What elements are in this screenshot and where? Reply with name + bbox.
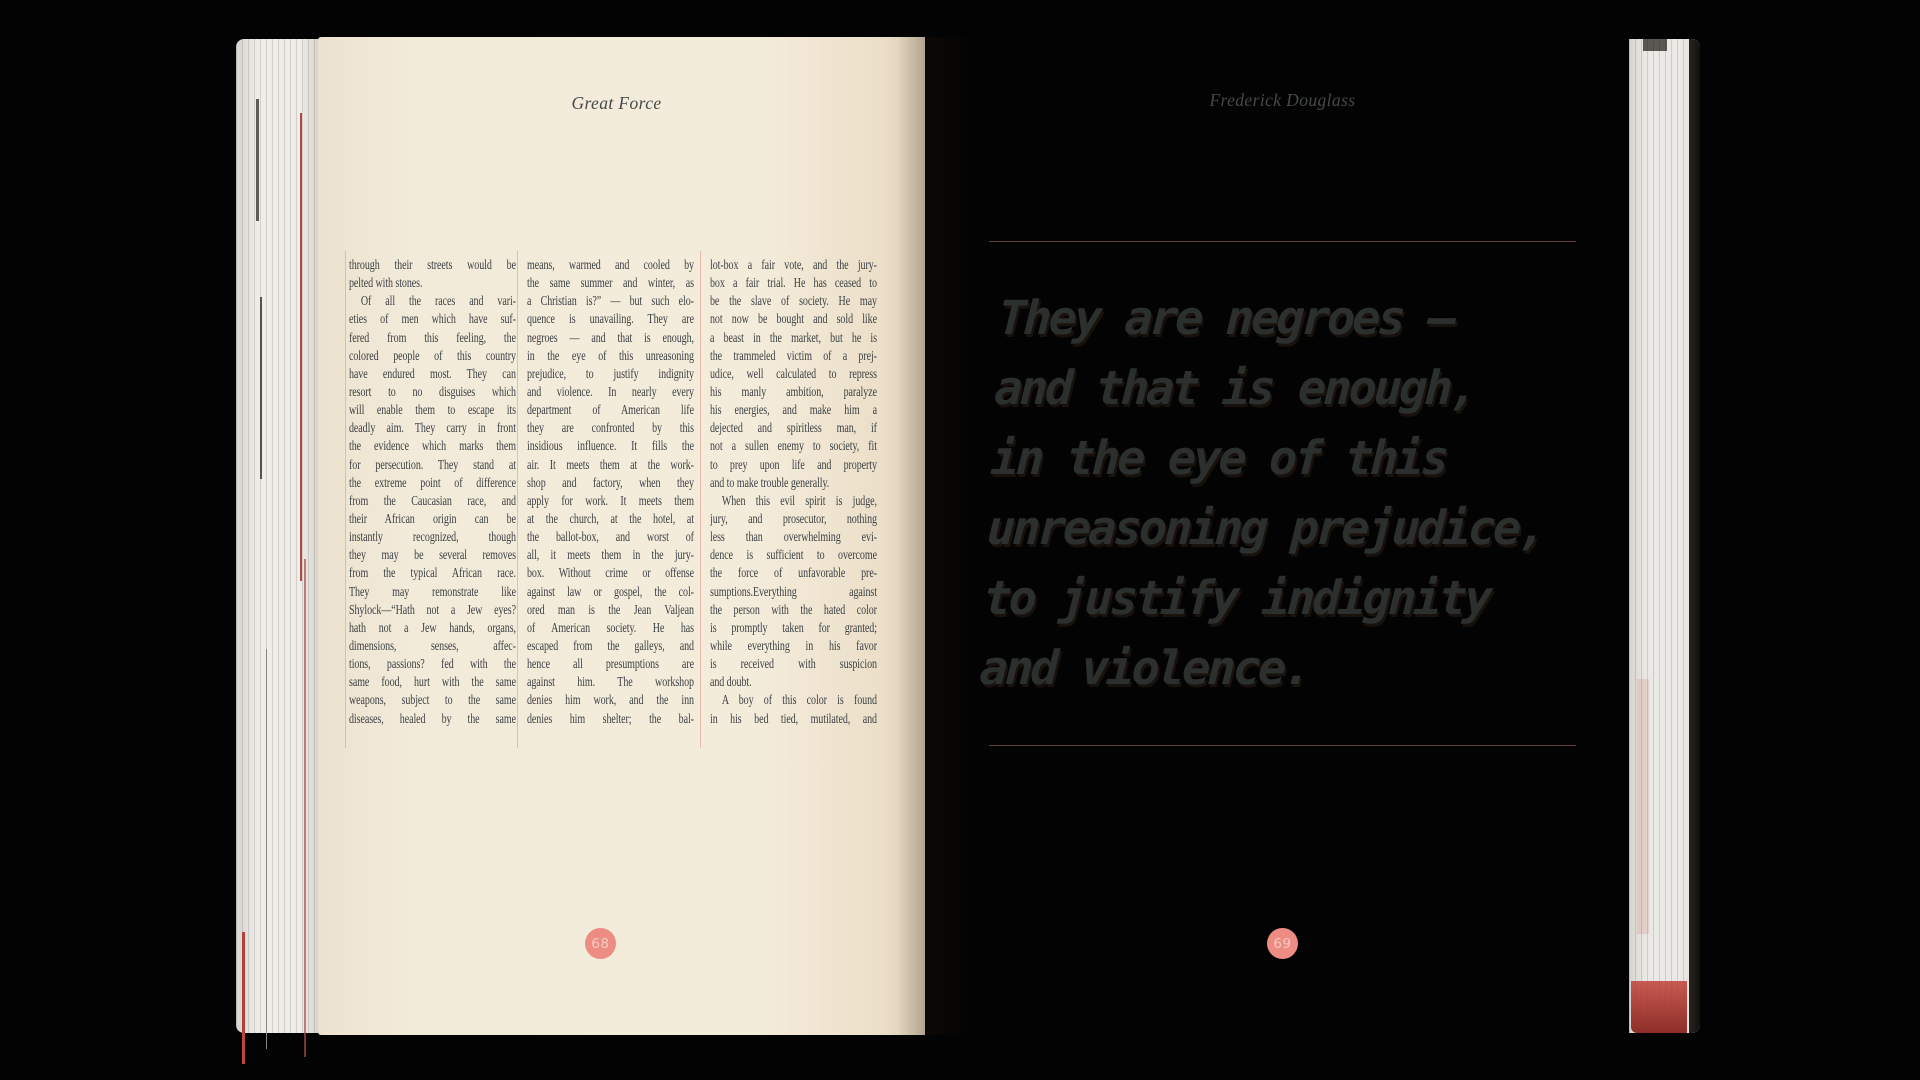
- text-line: tions, passions? fed with the: [349, 656, 516, 672]
- text-line: at the church, at the hotel, at: [527, 510, 694, 526]
- text-line: eties of men which have suf-: [349, 311, 516, 327]
- page-edge-streak: [266, 649, 267, 1049]
- pull-quote: [978, 284, 1557, 704]
- text-line: pelted with stones.: [349, 275, 423, 291]
- text-line: and violence. In nearly every: [527, 383, 694, 399]
- column-rule: [517, 251, 518, 748]
- text-line: while everything in his favor: [710, 637, 877, 653]
- right-page: [937, 37, 1629, 1035]
- book-cover-edge: [1689, 39, 1700, 1033]
- text-line: from the typical African race.: [349, 565, 516, 581]
- text-column-2: [527, 256, 694, 728]
- text-line: the trammeled victim of a prej-: [710, 347, 877, 363]
- text-line: When this evil spirit is judge,: [721, 492, 877, 508]
- text-line: ored man is the Jean Valjean: [527, 601, 694, 617]
- text-line: apply for work. It meets them: [527, 492, 694, 508]
- quote-rule-top: [989, 241, 1576, 242]
- text-line: shop and factory, when they: [527, 474, 694, 490]
- column-rule: [345, 251, 346, 748]
- page-number-badge-left: 68: [585, 928, 616, 959]
- text-line: his manly ambition, paralyze: [710, 383, 877, 399]
- text-column-3: [710, 256, 877, 728]
- text-line: a Christian is?” — but such elo-: [527, 293, 694, 309]
- page-edge-streak: [256, 99, 259, 221]
- text-line: insidious influence. It fills the: [527, 438, 694, 454]
- text-line: denies him work, and the inn: [527, 692, 694, 708]
- text-line: deadly aim. They carry in front: [349, 420, 516, 436]
- text-line: less than overwhelming evi-: [710, 529, 877, 545]
- text-line: air. It meets them at the work-: [527, 456, 694, 472]
- text-line: udice, well calculated to repress: [710, 365, 877, 381]
- quote-line: They are negroes —: [996, 291, 1455, 346]
- text-line: box a fair trial. He has ceased to: [710, 275, 877, 291]
- text-line: dimensions, senses, affec-: [349, 637, 516, 653]
- text-line: the ballot-box, and worst of: [527, 529, 694, 545]
- text-line: the force of unfavorable pre-: [710, 565, 877, 581]
- text-line: their African origin can be: [349, 510, 516, 526]
- text-line: be the slave of society. He may: [710, 293, 877, 309]
- text-line: is received with suspicion: [710, 656, 877, 672]
- text-line: lot-box a fair vote, and the jury-: [710, 257, 877, 272]
- text-line: fered from this feeling, the: [349, 329, 516, 345]
- red-fore-edge-streak: [242, 932, 245, 1064]
- text-line: they may be several removes: [349, 547, 516, 563]
- text-line: to prey upon life and property: [710, 456, 877, 472]
- text-line: and doubt.: [710, 674, 752, 690]
- text-line: escaped from the galleys, and: [527, 637, 694, 653]
- text-line: have endured most. They can: [349, 365, 516, 381]
- running-header-right: Frederick Douglass: [1209, 90, 1356, 110]
- page-edge-stack-left: [236, 39, 318, 1033]
- text-line: sumptions.Everything against: [710, 583, 877, 599]
- text-line: the person with the hated color: [710, 601, 877, 617]
- page-number-badge-right: 69: [1267, 928, 1298, 959]
- text-line: hath not a Jew hands, organs,: [349, 619, 516, 635]
- text-line: they are confronted by this: [527, 420, 694, 436]
- text-line: negroes — and that is enough,: [527, 329, 694, 345]
- text-line: will enable them to escape its: [349, 402, 516, 418]
- text-line: in the eye of this unreasoning: [527, 347, 694, 363]
- text-line: Shylock—“Hath not a Jew eyes?: [349, 601, 516, 617]
- quote-line: and that is enough,: [993, 361, 1477, 416]
- text-line: is promptly taken for granted;: [710, 619, 877, 635]
- page-edge-stack-right: [1629, 39, 1700, 1033]
- text-line: A boy of this color is found: [721, 692, 877, 708]
- text-line: the evidence which marks them: [349, 438, 516, 454]
- text-line: prejudice, to justify indignity: [527, 365, 694, 381]
- text-line: quence is unavailing. They are: [527, 311, 694, 327]
- text-line: instantly recognized, though: [349, 529, 516, 545]
- text-line: a beast in the market, but he is: [710, 329, 877, 345]
- red-fore-edge-streak: [300, 113, 302, 581]
- text-line: not a sullen enemy to society, fit: [710, 438, 877, 454]
- page-edge-streak: [260, 297, 262, 479]
- text-line: box. Without crime or offense: [527, 565, 694, 581]
- quote-line: to justify indignity: [982, 571, 1491, 626]
- red-fore-edge-tint: [1637, 679, 1649, 934]
- text-line: resort to no disguises which: [349, 383, 516, 399]
- red-fore-edge-corner: [1631, 981, 1687, 1033]
- text-line: against law or gospel, the col-: [527, 583, 694, 599]
- quote-line: in the eye of this: [989, 431, 1448, 486]
- text-line: They may remonstrate like: [349, 583, 516, 599]
- text-line: in his bed tied, mutilated, and: [710, 710, 877, 726]
- text-column-1: [349, 256, 516, 728]
- quote-rule-bottom: [989, 745, 1576, 746]
- text-line: for persecution. They stand at: [349, 456, 516, 472]
- text-line: dejected and spiritless man, if: [710, 420, 877, 436]
- red-fore-edge-streak: [304, 559, 306, 1057]
- text-line: against him. The workshop: [527, 674, 694, 690]
- left-page: [318, 37, 925, 1035]
- text-line: and to make trouble generally.: [710, 474, 830, 490]
- text-line: Of all the races and vari-: [360, 293, 516, 309]
- text-line: hence all presumptions are: [527, 656, 694, 672]
- text-line: means, warmed and cooled by: [527, 257, 694, 272]
- text-line: weapons, subject to the same: [349, 692, 516, 708]
- text-line: his energies, and make him a: [710, 402, 877, 418]
- text-line: same food, hurt with the same: [349, 674, 516, 690]
- text-line: all, it meets them in the jury-: [527, 547, 694, 563]
- text-line: of American society. He has: [527, 619, 694, 635]
- text-line: the extreme point of difference: [349, 474, 516, 490]
- page-edge-lines: [236, 39, 318, 1033]
- running-header-left: Great Force: [571, 93, 662, 113]
- text-line: not now be bought and sold like: [710, 311, 877, 327]
- column-rule: [700, 251, 701, 748]
- quote-line: unreasoning prejudice,: [985, 501, 1546, 556]
- text-line: denies him shelter; the bal-: [527, 710, 694, 726]
- text-line: department of American life: [527, 402, 694, 418]
- text-line: dence is sufficient to overcome: [710, 547, 877, 563]
- quote-line: and violence.: [978, 641, 1311, 696]
- text-line: through their streets would be: [349, 257, 516, 272]
- text-line: diseases, healed by the same: [349, 710, 516, 726]
- text-line: colored people of this country: [349, 347, 516, 363]
- text-line: jury, and prosecutor, nothing: [710, 510, 877, 526]
- text-line: from the Caucasian race, and: [349, 492, 516, 508]
- page-edge-streak: [1643, 39, 1667, 51]
- text-line: the same summer and winter, as: [527, 275, 694, 291]
